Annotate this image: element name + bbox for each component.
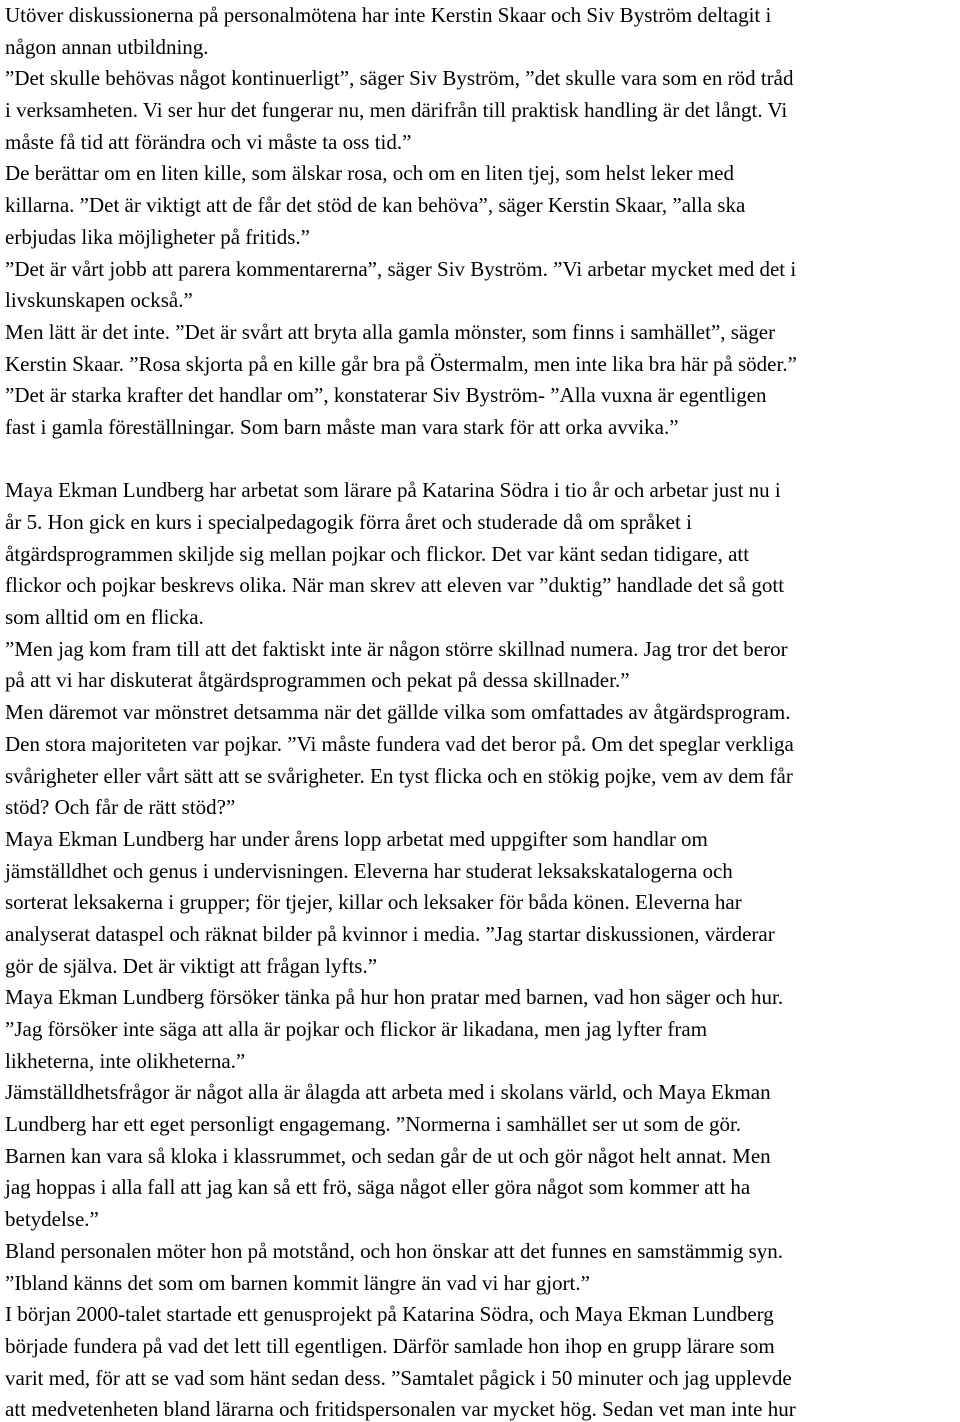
text-line: Utöver diskussionerna på personalmötena har inte Kerstin Skaar och Siv Byström deltagit i bbox=[5, 3, 772, 27]
text-line: likheterna, inte olikheterna.” bbox=[5, 1048, 246, 1073]
text-line: på att vi har diskuterat åtgärdsprogrammen och pekat på dessa skillnader.” bbox=[5, 668, 630, 693]
text-line: erbjudas lika möjligheter på fritids.” bbox=[5, 224, 310, 249]
text-line: varit med, för att se vad som hänt sedan dess. ”Samtalet pågick i 50 minuter och jag upplevde bbox=[5, 1365, 792, 1390]
text-line: Men däremot var mönstret detsamma när det gällde vilka som omfattades av åtgärdsprogram. bbox=[5, 700, 791, 725]
text-line: gör de själva. Det är viktigt att frågan lyfts.” bbox=[5, 953, 378, 978]
text-line: ”Ibland känns det som om barnen kommit längre än vad vi har gjort.” bbox=[5, 1270, 590, 1295]
text-line: år 5. Hon gick en kurs i specialpedagogik förra året och studerade då om språket i bbox=[5, 510, 692, 534]
text-line: ”Det är vårt jobb att parera kommentarerna”, säger Siv Byström. ”Vi arbetar mycket med det i bbox=[5, 256, 797, 281]
text-line: jag hoppas i alla fall att jag kan så ett frö, säga något eller göra något som kommer att ha bbox=[5, 1175, 751, 1200]
text-line: betydelse.” bbox=[5, 1207, 99, 1232]
text-line: fast i gamla föreställningar. Som barn måste man vara stark för att orka avvika.” bbox=[5, 414, 679, 439]
text-line: i verksamheten. Vi ser hur det fungerar nu, men därifrån till praktisk handling är det långt. Vi bbox=[5, 98, 788, 123]
text-line: ”Men jag kom fram till att det faktiskt inte är någon större skillnad numera. Jag tror det beror bbox=[5, 636, 788, 661]
text-line: svårigheter eller vårt sätt att se svårigheter. En tyst flicka och en stökig pojke, vem av dem får bbox=[5, 763, 793, 788]
text-line: ”Jag försöker inte säga att alla är pojkar och flickor är likadana, men jag lyfter fram bbox=[5, 1017, 708, 1041]
text-line: Maya Ekman Lundberg har arbetat som lärare på Katarina Södra i tio år och arbetar just nu i bbox=[5, 478, 781, 503]
paragraph-gap bbox=[5, 444, 955, 476]
text-line: killarna. ”Det är viktigt att de får det stöd de kan behöva”, säger Kerstin Skaar, ”alla ska bbox=[5, 193, 746, 218]
text-line: jämställdhet och genus i undervisningen. Eleverna har studerat leksakskatalogerna och bbox=[5, 858, 733, 883]
text-line: Men lätt är det inte. ”Det är svårt att bryta alla gamla mönster, som finns i samhället”, säger bbox=[5, 319, 776, 344]
text-line: Den stora majoriteten var pojkar. ”Vi måste fundera vad det beror på. Om det speglar verkliga bbox=[5, 731, 794, 756]
text-line: Maya Ekman Lundberg försöker tänka på hur hon pratar med barnen, vad hon säger och hur. bbox=[5, 985, 784, 1010]
text-line: Lundberg har ett eget personligt engagemang. ”Normerna i samhället ser ut som de gör. bbox=[5, 1112, 742, 1137]
text-line: analyserat dataspel och räknat bilder på kvinnor i media. ”Jag startar diskussionen, värderar bbox=[5, 921, 775, 946]
text-line: började fundera på vad det lett till egentligen. Därför samlade hon ihop en grupp lärare som bbox=[5, 1333, 775, 1358]
text-line: livskunskapen också.” bbox=[5, 288, 193, 313]
text-line: Kerstin Skaar. ”Rosa skjorta på en kille går bra på Östermalm, men inte lika bra här på söder.” bbox=[5, 351, 797, 376]
text-line: att medvetenheten bland lärarna och fritidspersonalen var mycket hög. Sedan vet man inte hur bbox=[5, 1397, 796, 1422]
text-line: ”Det är starka krafter det handlar om”, konstaterar Siv Byström- ”Alla vuxna är egentligen bbox=[5, 383, 767, 408]
text-line: stöd? Och får de rätt stöd?” bbox=[5, 795, 236, 820]
text-line: sorterat leksakerna i grupper; för tjejer, killar och leksaker för båda könen. Eleverna har bbox=[5, 890, 742, 915]
text-line: I början 2000-talet startade ett genusprojekt på Katarina Södra, och Maya Ekman Lundberg bbox=[5, 1302, 774, 1327]
text-line: måste få tid att förändra och vi måste ta oss tid.” bbox=[5, 129, 412, 154]
text-line: Bland personalen möter hon på motstånd, och hon önskar att det funnes en samstämmig syn. bbox=[5, 1238, 784, 1263]
text-line: ”Det skulle behövas något kontinuerligt”, säger Siv Byström, ”det skulle vara som en röd tråd bbox=[5, 66, 794, 91]
text-line: Barnen kan vara så kloka i klassrummet, och sedan går de ut och gör något helt annat. Men bbox=[5, 1143, 771, 1168]
text-line: Maya Ekman Lundberg har under årens lopp arbetat med uppgifter som handlar om bbox=[5, 826, 708, 851]
text-line: som alltid om en flicka. bbox=[5, 605, 204, 630]
text-line: åtgärdsprogrammen skiljde sig mellan pojkar och flickor. Det var känt sedan tidigare, att bbox=[5, 541, 750, 566]
text-line: Jämställdhetsfrågor är något alla är ålagda att arbeta med i skolans värld, och Maya Ekman bbox=[5, 1080, 771, 1105]
text-line: De berättar om en liten kille, som älskar rosa, och om en liten tjej, som helst leker med bbox=[5, 161, 734, 186]
text-line: någon annan utbildning. bbox=[5, 34, 209, 59]
text-line: flickor och pojkar beskrevs olika. När man skrev att eleven var ”duktig” handlade det så gott bbox=[5, 573, 785, 598]
